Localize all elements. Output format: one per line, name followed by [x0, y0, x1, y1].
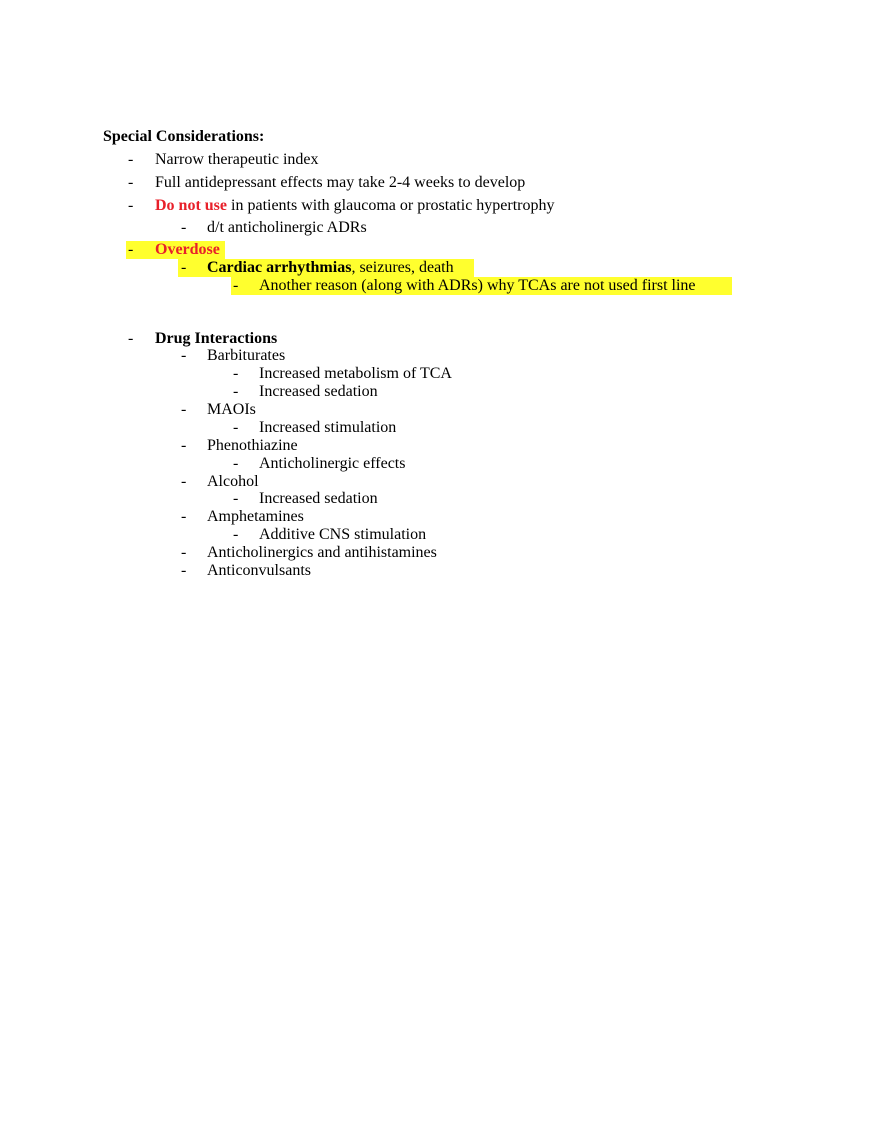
do-not-use-rest: in patients with glaucoma or prostatic hypertrophy: [227, 197, 555, 214]
list-item-do-not-use: [128, 197, 728, 215]
list-item-text: Anticonvulsants: [207, 562, 311, 579]
list-item-text: Additive CNS stimulation: [259, 526, 427, 543]
cardiac-emphasis: Cardiac arrhythmias: [207, 259, 352, 276]
bullet-dash: -: [181, 219, 187, 236]
bullet-dash: -: [128, 197, 134, 214]
bullet-dash: -: [128, 330, 134, 347]
bullet-dash: -: [233, 455, 239, 472]
bullet-dash: -: [233, 419, 239, 436]
list-item-another-reason: [231, 277, 732, 295]
list-item-text: Phenothiazine: [207, 437, 298, 454]
bullet-dash: -: [181, 437, 187, 454]
bullet-dash: -: [181, 401, 187, 418]
bullet-dash: -: [181, 508, 187, 525]
list-item-increased-sedation: [233, 490, 633, 508]
list-item-narrow-index: [128, 151, 728, 169]
list-item-text: Barbiturates: [207, 347, 286, 364]
list-item-anticonvulsants: [181, 562, 581, 580]
bullet-dash: -: [233, 277, 239, 294]
list-item-alcohol: [181, 473, 581, 491]
bullet-dash: -: [233, 490, 239, 507]
list-item-text: Increased sedation: [259, 490, 378, 507]
bullet-dash: -: [128, 241, 134, 258]
list-item-text: MAOIs: [207, 401, 256, 418]
list-item-cardiac: [178, 259, 474, 277]
list-item-text: [155, 197, 555, 215]
list-item-maois: [181, 401, 581, 419]
list-item-text: d/t anticholinergic ADRs: [207, 219, 367, 236]
bullet-dash: -: [233, 365, 239, 382]
list-item-amphetamines: [181, 508, 581, 526]
list-item-increased-metabolism: [233, 365, 633, 383]
list-item-text: Alcohol: [207, 473, 259, 490]
list-item-full-effects: [128, 174, 728, 192]
bullet-dash: -: [233, 383, 239, 400]
bullet-dash: -: [181, 562, 187, 579]
bullet-dash: -: [181, 473, 187, 490]
overdose-label: Overdose: [155, 241, 220, 258]
list-item-drug-interactions: [128, 330, 528, 348]
list-item-increased-sedation: [233, 383, 633, 401]
cardiac-rest: , seizures, death: [351, 259, 454, 276]
list-item-anticholinergic-effects: [233, 455, 633, 473]
do-not-use-emphasis: Do not use: [155, 197, 228, 214]
bullet-dash: -: [128, 151, 134, 168]
list-item-text: Anticholinergic effects: [259, 455, 406, 472]
list-item-text: Full antidepressant effects may take 2-4 weeks to develop: [155, 174, 526, 191]
drug-interactions-label: Drug Interactions: [155, 330, 278, 347]
section-heading: Special Considerations:: [103, 128, 265, 145]
list-item-text: Increased sedation: [259, 383, 378, 400]
list-item-additive-cns: [233, 526, 633, 544]
bullet-dash: -: [181, 259, 187, 276]
bullet-dash: -: [181, 347, 187, 364]
bullet-dash: -: [181, 544, 187, 561]
list-item-dt-adrs: [181, 219, 581, 237]
bullet-dash: -: [128, 174, 134, 191]
list-item-text: Anticholinergics and antihistamines: [207, 544, 437, 561]
list-item-text: Amphetamines: [207, 508, 304, 525]
list-item-overdose: [126, 241, 225, 259]
list-item-phenothiazine: [181, 437, 581, 455]
bullet-dash: -: [233, 526, 239, 543]
list-item-text: Another reason (along with ADRs) why TCAs are not used first line: [259, 277, 696, 294]
list-item-increased-stimulation: [233, 419, 633, 437]
list-item-text: Increased stimulation: [259, 419, 397, 436]
list-item-barbiturates: [181, 347, 581, 365]
list-item-text: Increased metabolism of TCA: [259, 365, 452, 382]
list-item-text: [207, 259, 454, 277]
list-item-anticholinergics-antihistamines: [181, 544, 581, 562]
list-item-text: Narrow therapeutic index: [155, 151, 319, 168]
